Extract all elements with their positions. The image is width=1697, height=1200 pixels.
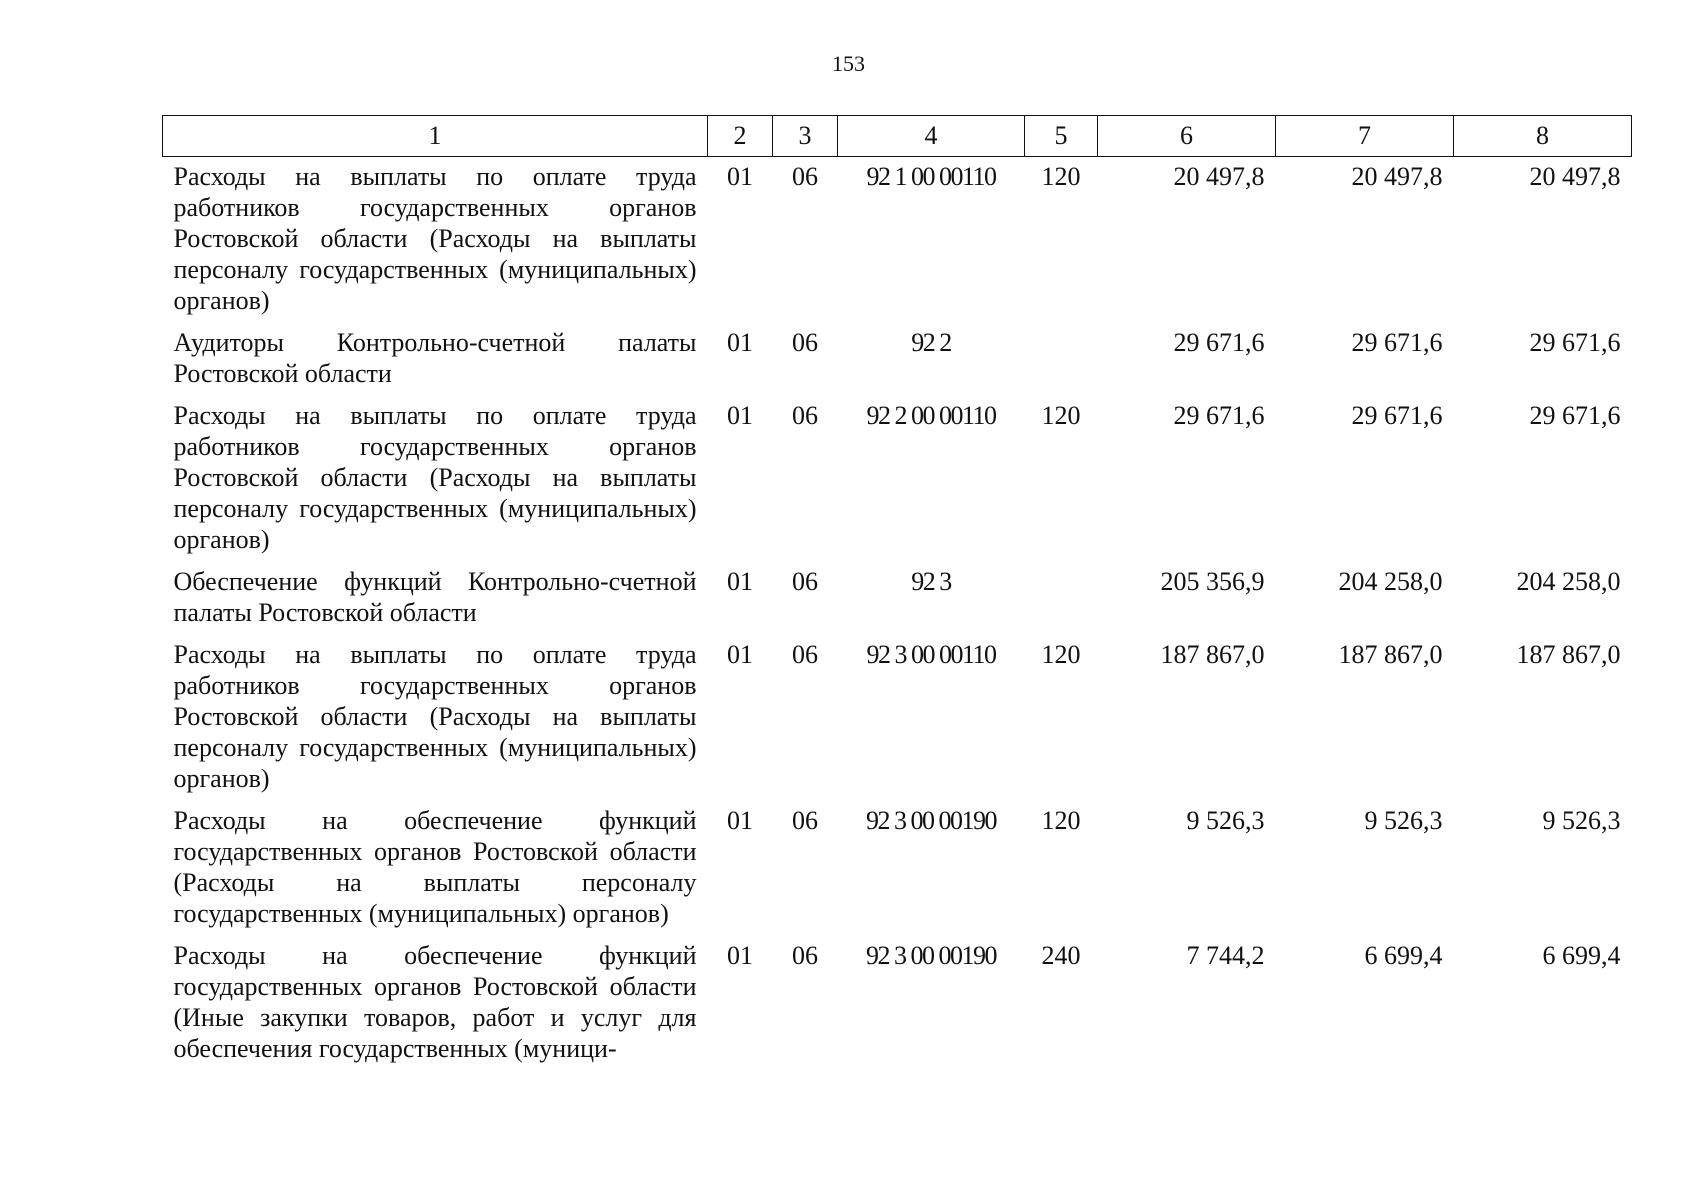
header-cell-csr: 4 — [838, 116, 1025, 157]
header-row — [163, 116, 1632, 157]
row-amount-year2: 20 497,8 — [1351, 162, 1443, 191]
header-cell-year3: 8 — [1454, 116, 1632, 157]
row-vr: 120 — [1041, 806, 1081, 835]
page-number: 153 — [832, 51, 865, 76]
table-row — [163, 157, 1632, 324]
row-amount-year2: 29 671,6 — [1351, 328, 1443, 357]
row-amount-year1: 187 867,0 — [1160, 640, 1265, 669]
row-name: Аудиторы Контрольно-счетной палаты Ростовской области — [173, 328, 697, 388]
table-row — [163, 396, 1632, 562]
row-name: Обеспечение функций Контрольно-счетной палаты Ростовской области — [173, 567, 697, 627]
table-row — [163, 562, 1632, 635]
row-amount-year2: 6 699,4 — [1364, 941, 1443, 970]
header-cell-pr: 3 — [773, 116, 838, 157]
row-pr: 06 — [792, 941, 818, 970]
row-csr: 92 2 — [911, 328, 951, 357]
header-cell-name: 1 — [163, 116, 708, 157]
header-cell-rz: 2 — [708, 116, 773, 157]
header-cell-year2: 7 — [1276, 116, 1454, 157]
row-name: Расходы на обеспечение функций государственных органов Ростовской области (Расходы на выплаты персоналу государственных (муниципальных) органов) — [173, 806, 697, 928]
row-csr: 92 3 00 00190 — [866, 941, 996, 970]
row-vr: 120 — [1041, 401, 1081, 430]
row-rz: 01 — [727, 941, 753, 970]
row-amount-year3: 20 497,8 — [1529, 162, 1621, 191]
table-header — [163, 116, 1632, 157]
row-amount-year1: 29 671,6 — [1173, 401, 1265, 430]
row-amount-year1: 20 497,8 — [1173, 162, 1265, 191]
table-row — [163, 635, 1632, 801]
row-pr: 06 — [792, 806, 818, 835]
row-amount-year3: 9 526,3 — [1542, 806, 1621, 835]
row-amount-year3: 29 671,6 — [1529, 328, 1621, 357]
table-row — [163, 801, 1632, 936]
header-cell-year1: 6 — [1098, 116, 1276, 157]
table-row — [163, 323, 1632, 396]
row-csr: 92 3 — [911, 567, 951, 596]
row-csr: 92 3 00 00190 — [866, 806, 996, 835]
row-pr: 06 — [792, 401, 818, 430]
row-amount-year3: 6 699,4 — [1542, 941, 1621, 970]
row-name: Расходы на обеспечение функций государственных органов Ростовской области (Иные закупки товаров, работ и услуг для обеспечения государственных (муници- — [173, 941, 697, 1063]
row-vr: 240 — [1041, 941, 1081, 970]
row-amount-year1: 205 356,9 — [1160, 567, 1265, 596]
row-amount-year2: 29 671,6 — [1351, 401, 1443, 430]
row-pr: 06 — [792, 328, 818, 357]
row-vr — [1025, 562, 1098, 635]
row-amount-year2: 9 526,3 — [1364, 806, 1443, 835]
row-amount-year2: 187 867,0 — [1338, 640, 1443, 669]
row-amount-year1: 9 526,3 — [1186, 806, 1265, 835]
row-rz: 01 — [727, 162, 753, 191]
row-rz: 01 — [727, 806, 753, 835]
row-csr: 92 2 00 00110 — [866, 401, 996, 430]
row-vr — [1025, 323, 1098, 396]
row-pr: 06 — [792, 640, 818, 669]
table-body — [163, 157, 1632, 1072]
row-name: Расходы на выплаты по оплате труда работников государственных органов Ростовской области (Расходы на выплаты персоналу государственных (муниципальных) органов) — [173, 401, 697, 554]
row-pr: 06 — [792, 162, 818, 191]
row-name: Расходы на выплаты по оплате труда работников государственных органов Ростовской области (Расходы на выплаты персоналу государственных (муниципальных) органов) — [173, 162, 697, 315]
row-rz: 01 — [727, 567, 753, 596]
row-vr: 120 — [1041, 162, 1081, 191]
row-amount-year1: 29 671,6 — [1173, 328, 1265, 357]
row-amount-year2: 204 258,0 — [1338, 567, 1443, 596]
row-pr: 06 — [792, 567, 818, 596]
row-csr: 92 3 00 00110 — [866, 640, 996, 669]
row-rz: 01 — [727, 640, 753, 669]
row-amount-year3: 204 258,0 — [1516, 567, 1621, 596]
row-amount-year3: 29 671,6 — [1529, 401, 1621, 430]
row-vr: 120 — [1041, 640, 1081, 669]
row-amount-year3: 187 867,0 — [1516, 640, 1621, 669]
row-rz: 01 — [727, 401, 753, 430]
row-amount-year1: 7 744,2 — [1186, 941, 1265, 970]
row-csr: 92 1 00 00110 — [866, 162, 996, 191]
table-row — [163, 936, 1632, 1071]
budget-table — [162, 115, 1632, 1071]
row-rz: 01 — [727, 328, 753, 357]
header-cell-vr: 5 — [1025, 116, 1098, 157]
row-name: Расходы на выплаты по оплате труда работников государственных органов Ростовской области (Расходы на выплаты персоналу государственных (муниципальных) органов) — [173, 640, 697, 793]
